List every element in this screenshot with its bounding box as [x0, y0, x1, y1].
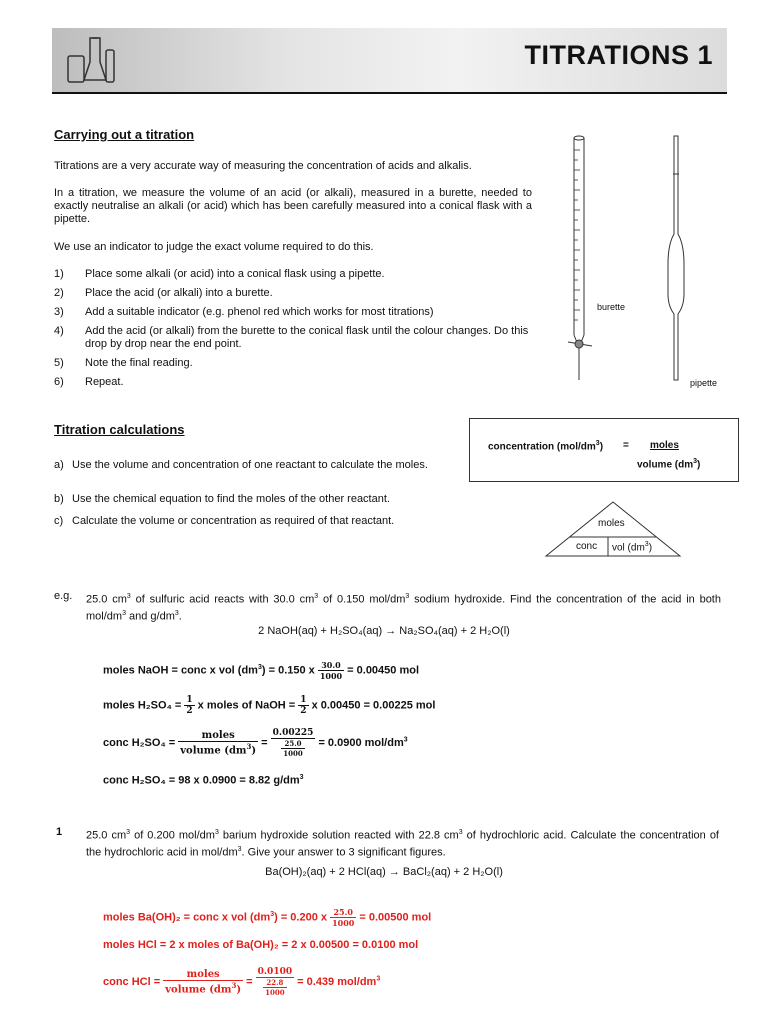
question-number: 1 [56, 826, 63, 838]
answer-line-moles-baoh2: moles Ba(OH)₂ = conc x vol $(dm^3) = 0.200$ x $\frac{25.0}{1000}$ = 0.00500 mol [103, 907, 432, 928]
formula-equals: = [623, 440, 629, 451]
triangle-conc: conc [576, 541, 598, 552]
answer-line-conc-hcl: conc HCl = $\frac{\text{moles}}{volume (dm^3)}$ = $\frac{0.0100}{\frac{22.8}{1000}}$ = 0.439 mol/$dm^3$ [103, 967, 381, 997]
page-title: TITRATIONS 1 [524, 40, 713, 70]
formula-lhs: concentration $(mol/dm^3)$ [488, 440, 604, 453]
titration-description: In a titration, we measure the volume of an acid (or alkali), measured in a burette, needed to exactly neutralise an alkali (or acid) which has been carefully measured into a conical flask with a pipette. [54, 187, 532, 225]
burette-illustration [560, 130, 600, 390]
intro-paragraph: Titrations are a very accurate way of measuring the concentration of acids and alkalis. [54, 160, 472, 172]
formula-denominator: volume $(dm^3)$ [637, 458, 701, 471]
pipette-illustration [664, 134, 688, 384]
question-equation: Ba(OH)₂(aq) + 2 HCl(aq) → BaCl₂(aq) + 2 H₂O(l) [265, 866, 503, 878]
example-equation: 2 NaOH(aq) + H₂SO₄(aq) → Na₂SO₄(aq) + 2 H₂O(l) [258, 625, 510, 637]
example-question: 25.0 $cm^3$ of sulfuric acid reacts with 30.0 $cm^3$ of 0.150 mol/$dm^3$ sodium hydroxide. Find the concentration of the acid in both mol/$dm^3$ and $g/dm^3$. [86, 593, 721, 623]
formula-numerator: moles [650, 440, 679, 451]
triangle-vol: vol $(dm^3)$ [612, 541, 653, 554]
answer-line-moles-hcl: moles HCl = 2 x moles of Ba(OH)₂ = 2 x 0.00500 = 0.0100 mol [103, 939, 419, 951]
section-heading-calculations: Titration calculations [54, 422, 185, 437]
section-heading-carrying-out: Carrying out a titration [54, 127, 195, 142]
indicator-paragraph: We use an indicator to judge the exact volume required to do this. [54, 241, 374, 253]
lab-glassware-icon [62, 32, 122, 88]
pipette-label: pipette [690, 378, 718, 388]
question-text: 25.0 $cm^3$ of 0.200 mol/$dm^3$ barium hydroxide solution reacted with 22.8 $cm^3$ of hydrochloric acid. Calculate the concentration of the hydrochloric acid in mol/$dm^3$. Give your answer to 3 significant figures. [86, 829, 719, 859]
triangle-moles: moles [598, 518, 625, 529]
example-line-conc-gdm3: conc H₂SO₄ = 98 x 0.0900 = 8.82 $g/dm^3$ [103, 774, 304, 787]
example-line-conc-h2so4: conc H₂SO₄ = $\frac{\text{moles}}{volume (dm^3)}$ = $\frac{0.00225}{\frac{25.0}{1000}}$ = 0.0900 mol/$dm^3$ [103, 728, 408, 758]
burette-label: burette [597, 302, 626, 312]
example-line-moles-h2so4: moles H₂SO₄ = $\frac{1}{2}$ x moles of NaOH = $\frac{1}{2}$ x 0.00450 = 0.00225 mol [103, 695, 436, 716]
page-header [52, 28, 727, 94]
concentration-formula-box [469, 418, 739, 482]
example-label: e.g. [54, 590, 73, 602]
procedure-list: 1) Place some alkali (or acid) into a conical flask using a pipette. 2) Place the acid (or alkali) into a burette. 3) Add a suitable indicator (e.g. phenol red which works for most titrations) 4) Add the acid (or alkali) from the burette to the conical flask until the colour changes. Do this drop by drop near the end point. 5) Note the final reading. 6) Repeat. [54, 268, 529, 388]
example-line-moles-naoh: moles NaOH = conc x vol $(dm^3) = 0.150$ x $\frac{30.0}{1000}$ = 0.00450 mol [103, 660, 420, 681]
